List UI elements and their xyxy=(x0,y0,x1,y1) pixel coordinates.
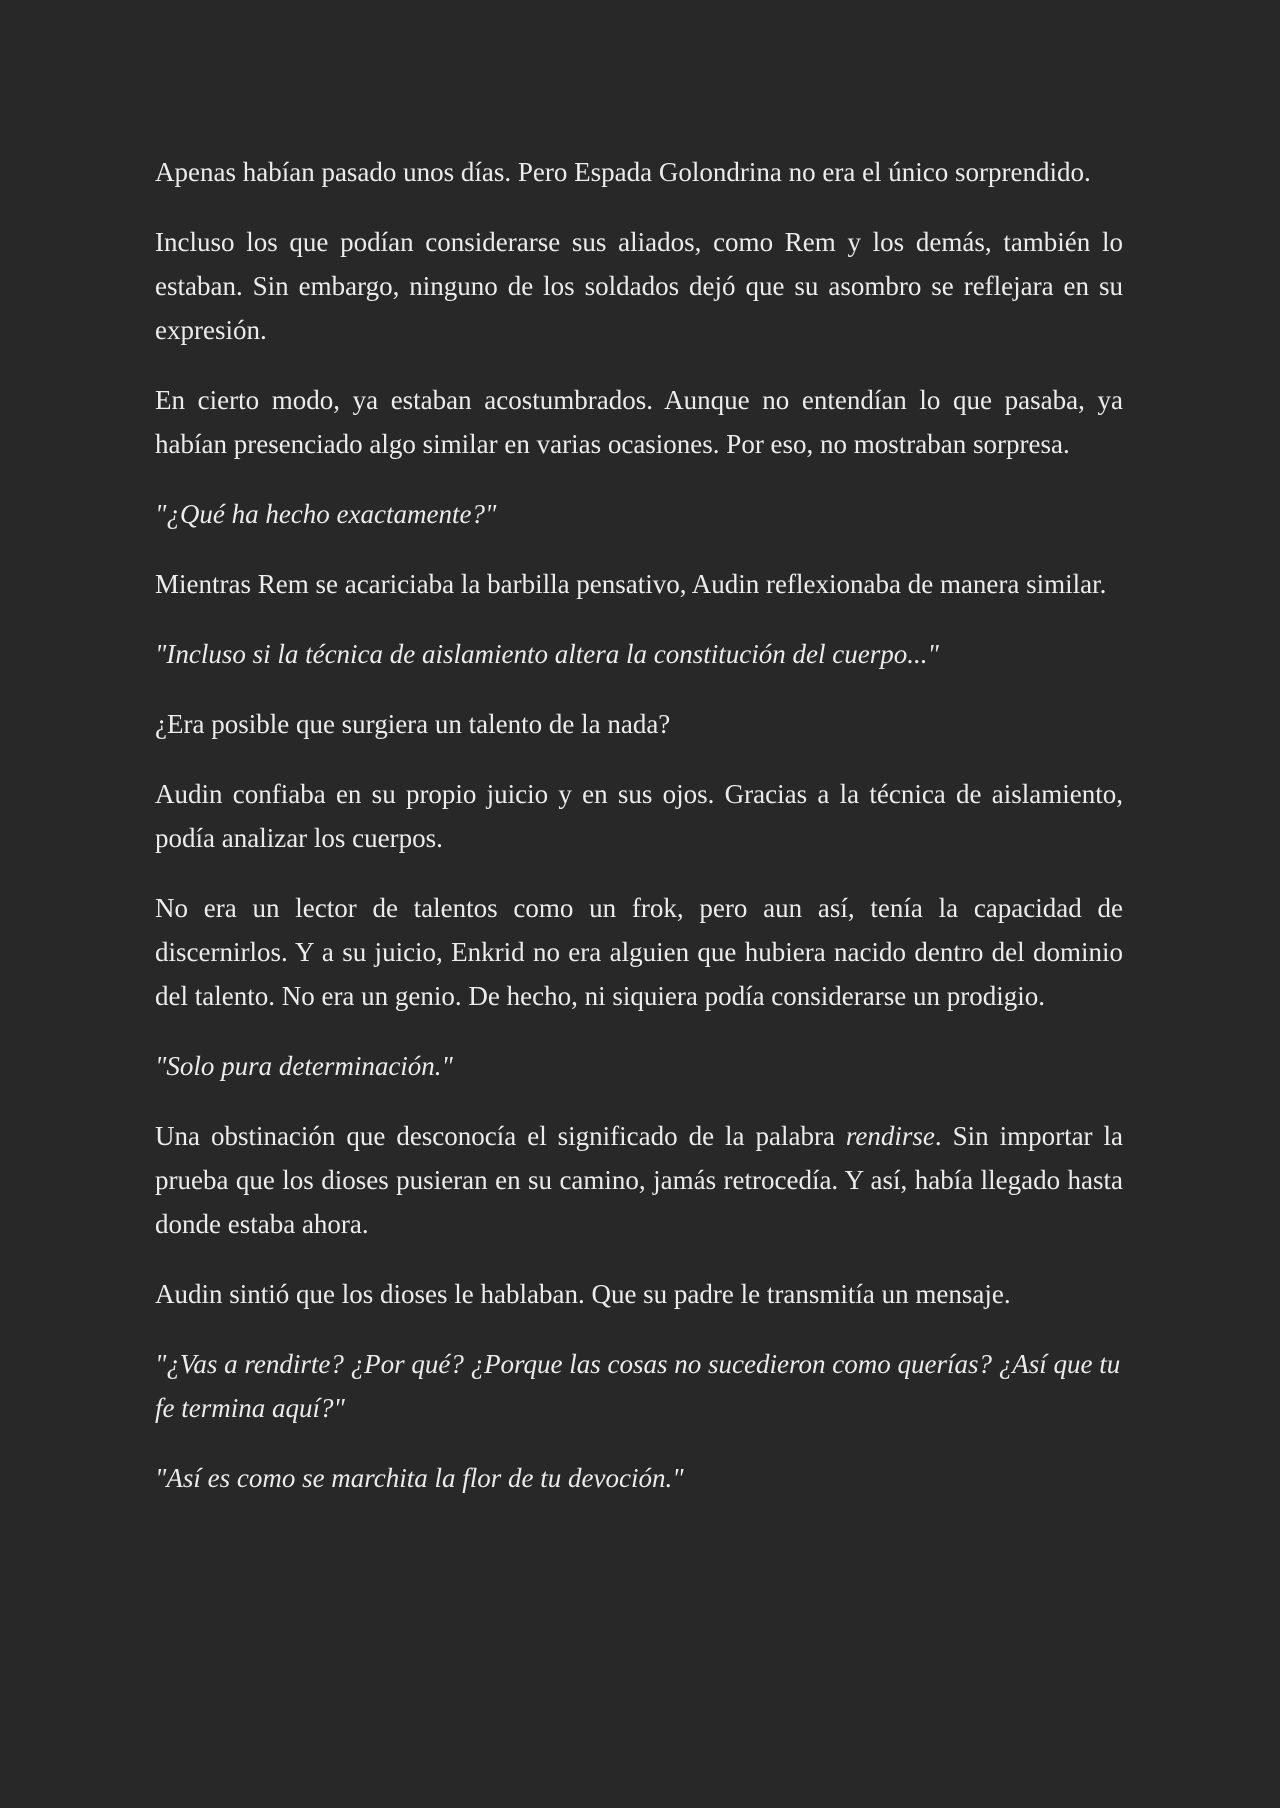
text-segment: . Sin importar la prueba que los dioses pusieran en su camino, jamás retrocedía. Y así, había llegado hasta donde estaba ahora. xyxy=(155,1121,1123,1239)
paragraph-narration: No era un lector de talentos como un frok, pero aun así, tenía la capacidad de discernirlos. Y a su juicio, Enkrid no era alguien que hubiera nacido dentro del dominio del talento. No era un genio. De hecho, ni siquiera podía considerarse un prodigio. xyxy=(155,893,1123,1011)
paragraph-narration: En cierto modo, ya estaban acostumbrados. Aunque no entendían lo que pasaba, ya habían presenciado algo similar en varias ocasiones. Por eso, no mostraban sorpresa. xyxy=(155,385,1123,459)
reading-page xyxy=(155,150,1123,1526)
paragraph-narration: Audin sintió que los dioses le hablaban. Que su padre le transmitía un mensaje. xyxy=(155,1279,1011,1309)
paragraph-thought: "Solo pura determinación." xyxy=(155,1051,453,1081)
paragraph-narration: ¿Era posible que surgiera un talento de la nada? xyxy=(155,709,671,739)
paragraph-narration-emphasis xyxy=(155,1114,1123,1246)
paragraph-narration: Mientras Rem se acariciaba la barbilla pensativo, Audin reflexionaba de manera similar. xyxy=(155,569,1107,599)
paragraph-narration: Apenas habían pasado unos días. Pero Espada Golondrina no era el único sorprendido. xyxy=(155,157,1091,187)
paragraph-thought: "¿Qué ha hecho exactamente?" xyxy=(155,499,497,529)
emphasized-word: rendirse xyxy=(845,1121,935,1151)
paragraph-thought: "¿Vas a rendirte? ¿Por qué? ¿Porque las cosas no sucedieron como querías? ¿Así que tu fe termina aquí?" xyxy=(155,1349,1121,1423)
paragraph-narration: Audin confiaba en su propio juicio y en sus ojos. Gracias a la técnica de aislamiento, podía analizar los cuerpos. xyxy=(155,779,1123,853)
paragraph-thought: "Así es como se marchita la flor de tu devoción." xyxy=(155,1463,684,1493)
paragraph-narration: Incluso los que podían considerarse sus aliados, como Rem y los demás, también lo estaban. Sin embargo, ninguno de los soldados dejó que su asombro se reflejara en su expresión. xyxy=(155,227,1123,345)
paragraph-thought: "Incluso si la técnica de aislamiento altera la constitución del cuerpo..." xyxy=(155,639,939,669)
text-segment: Una obstinación que desconocía el significado de la palabra xyxy=(155,1121,846,1151)
